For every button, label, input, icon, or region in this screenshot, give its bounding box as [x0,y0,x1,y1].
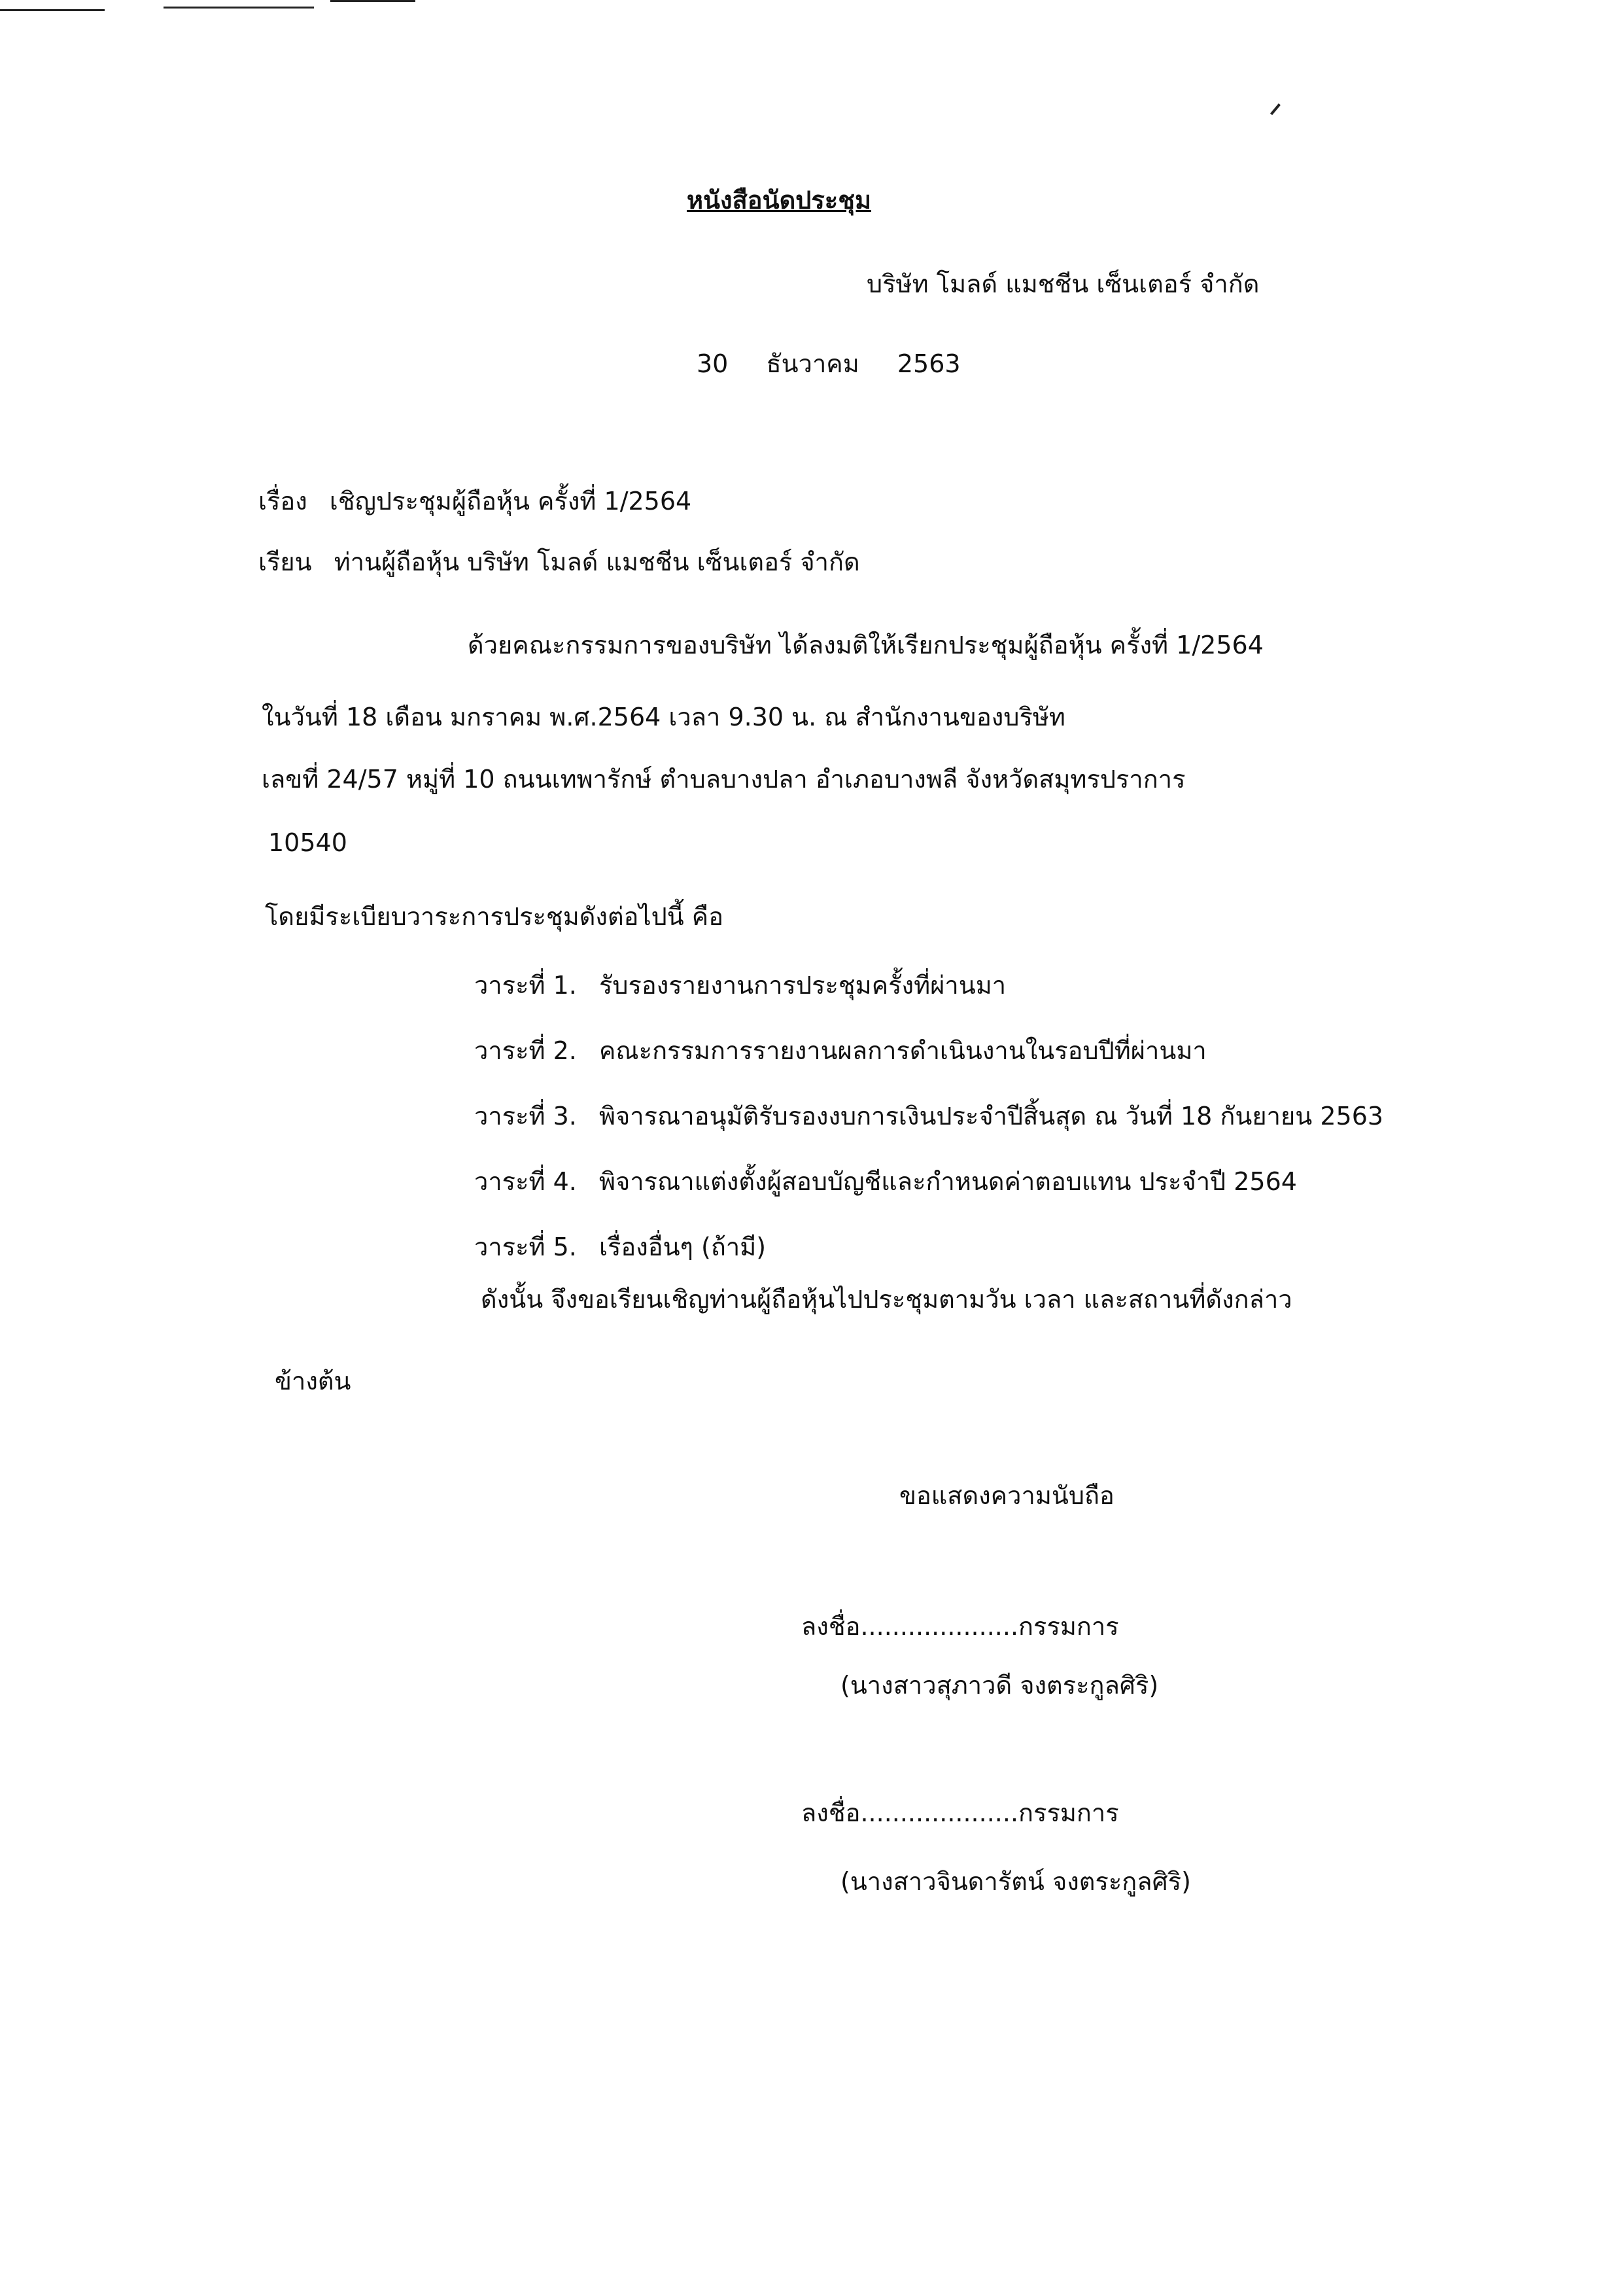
scan-mark-top-left-3 [330,0,415,2]
agenda-item-label: วาระที่ 4. [474,1167,577,1196]
closing-line-2: ข้างต้น [275,1367,351,1395]
subject-text: เชิญประชุมผู้ถือหุ้น ครั้งที่ 1/2564 [329,487,692,516]
agenda-item-1 [474,968,1006,1002]
agenda-item-label: วาระที่ 3. [474,1102,577,1130]
agenda-item-text: พิจารณาแต่งตั้งผู้สอบบัญชีและกำหนดค่าตอบแทน ประจำปี 2564 [598,1167,1297,1196]
subject-label: เรื่อง [258,487,307,516]
body-line-4: 10540 [268,828,347,857]
signature-line-2: ลงชื่อ....................กรรมการ [801,1798,1119,1827]
agenda-item-label: วาระที่ 2. [474,1036,577,1065]
recipient-text: ท่านผู้ถือหุ้น บริษัท โมลด์ แมชชีน เซ็นเตอร์ จำกัด [334,548,860,576]
agenda-item-text: คณะกรรมการรายงานผลการดำเนินงานในรอบปีที่ผ่านมา [598,1036,1207,1065]
agenda-item-2 [474,1034,1207,1068]
body-line-1: ด้วยคณะกรรมการของบริษัท ได้ลงมติให้เรียกประชุมผู้ถือหุ้น ครั้งที่ 1/2564 [468,631,1264,659]
scan-mark-top-right [1270,103,1281,115]
recipient-label: เรียน [258,548,312,576]
agenda-item-label: วาระที่ 1. [474,971,577,1000]
agenda-item-text: พิจารณาอนุมัติรับรองงบการเงินประจำปีสิ้นสุด ณ วันที่ 18 กันยายน 2563 [598,1102,1384,1130]
agenda-intro: โดยมีระเบียบวาระการประชุมดังต่อไปนี้ คือ [265,902,724,931]
document-title: หนังสือนัดประชุม [687,186,872,215]
signatory-name-2: (นางสาวจินดารัตน์ จงตระกูลศิริ) [840,1867,1191,1896]
company-name: บริษัท โมลด์ แมชชีน เซ็นเตอร์ จำกัด [867,270,1260,298]
scan-mark-top-left-2 [164,7,314,9]
recipient-line [258,545,860,579]
signature-line-1: ลงชื่อ....................กรรมการ [801,1612,1119,1641]
agenda-item-text: เรื่องอื่นๆ (ถ้ามี) [598,1233,767,1261]
subject-line [258,484,691,518]
signatory-name-1: (นางสาวสุภาวดี จงตระกูลศิริ) [840,1671,1159,1700]
date-year: 2563 [897,349,961,378]
body-line-3: เลขที่ 24/57 หมู่ที่ 10 ถนนเทพารักษ์ ตำบลบางปลา อำเภอบางพลี จังหวัดสมุทรปราการ [262,765,1186,794]
document-date [697,347,961,381]
scan-mark-top-left-1 [0,9,105,11]
agenda-item-5 [474,1230,766,1264]
agenda-item-3 [474,1099,1383,1133]
date-month: ธันวาคม [766,349,859,378]
closing-line-1: ดังนั้น จึงขอเรียนเชิญท่านผู้ถือหุ้นไปประชุมตามวัน เวลา และสถานที่ดังกล่าว [481,1285,1292,1314]
agenda-item-label: วาระที่ 5. [474,1233,577,1261]
body-line-2: ในวันที่ 18 เดือน มกราคม พ.ศ.2564 เวลา 9.30 น. ณ สำนักงานของบริษัท [262,703,1065,731]
agenda-item-text: รับรองรายงานการประชุมครั้งที่ผ่านมา [598,971,1007,1000]
date-day: 30 [697,349,729,378]
regards: ขอแสดงความนับถือ [899,1481,1114,1510]
agenda-item-4 [474,1165,1297,1199]
